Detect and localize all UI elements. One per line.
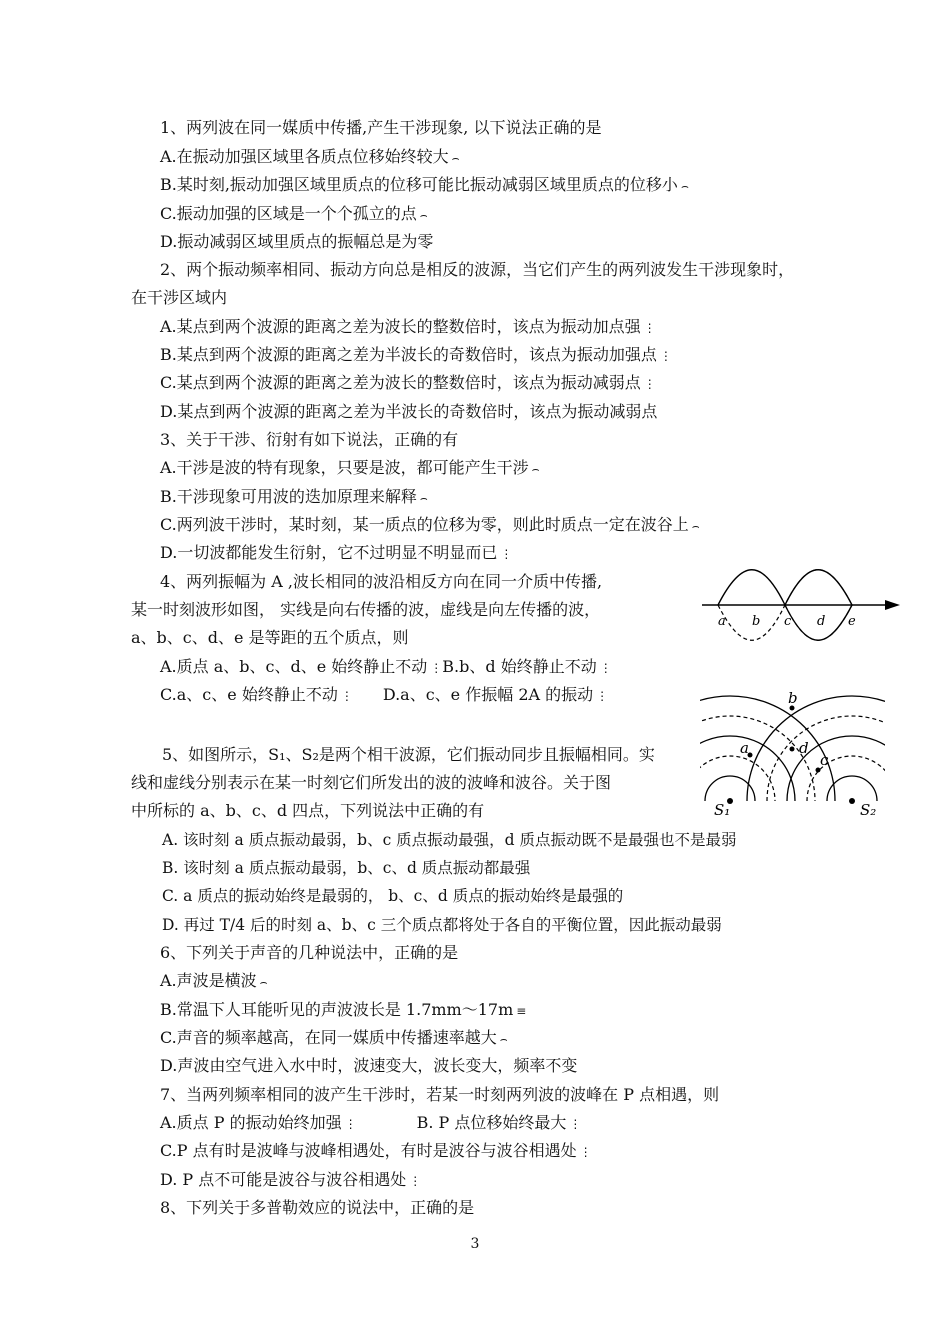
q4-stem: 4、两列振幅为 A ,波长相同的波沿相反方向在同一介质中传播, [160, 572, 603, 591]
q2-option-c: C.某点到两个波源的距离之差为波长的整数倍时，该点为振动减弱点 ⋮ [160, 372, 656, 395]
fig-label-s1: S₁ [714, 801, 731, 818]
eq-mark: ≡ [516, 1004, 527, 1018]
q6-stem: 6、下列关于声音的几种说法中，正确的是 [160, 943, 459, 962]
colon-mark: ⋮ [643, 377, 656, 391]
q1-option-d: D.振动减弱区域里质点的振幅总是为零 [160, 232, 434, 251]
colon-mark: ⋮ [430, 661, 443, 675]
q5-stem-cont: 线和虚线分别表示在某一时刻它们所发出的波的波峰和波谷。关于图 [131, 773, 612, 792]
q6-option-d: D.声波由空气进入水中时，波速变大，波长变大，频率不变 [160, 1056, 578, 1075]
q3-option-b: B.干涉现象可用波的迭加原理来解释 ⌢ [160, 486, 428, 509]
q6-option-b: B.常温下人耳能听见的声波波长是 1.7mm～17m ≡ [160, 999, 526, 1022]
q5-stem: 5、如图所示，S₁、S₂是两个相干波源，它们振动同步且振幅相同。实 [162, 745, 655, 764]
wave-label-c: c [784, 614, 792, 629]
arc-mark: ⌢ [691, 519, 700, 533]
q7-option-c: C.P 点有时是波峰与波峰相遇处，有时是波谷与波谷相遇处 ⋮ [160, 1140, 592, 1163]
q5-option-b: B. 该时刻 a 质点振动最弱，b、c、d 质点振动都最强 [162, 859, 531, 877]
wave-label-d: d [817, 614, 826, 629]
q7-options-ab: A.质点 P 的振动始终加强 ⋮ B. P 点位移始终最大 ⋮ [160, 1112, 581, 1135]
arc-mark: ⌢ [419, 208, 428, 222]
q7-stem: 7、当两列频率相同的波产生干涉时，若某一时刻两列波的波峰在 P 点相遇，则 [160, 1085, 720, 1104]
arc-mark: ⌢ [419, 491, 428, 505]
arc-mark: ⌢ [451, 151, 460, 165]
q2-option-b: B.某点到两个波源的距离之差为半波长的奇数倍时，该点为振动加强点 ⋮ [160, 344, 672, 367]
fig-label-s2: S₂ [860, 801, 877, 818]
q8-stem: 8、下列关于多普勒效应的说法中，正确的是 [160, 1198, 475, 1217]
colon-mark: ⋮ [659, 349, 672, 363]
colon-mark: ⋮ [596, 689, 609, 703]
wave-label-a: a [718, 614, 726, 629]
colon-mark: ⋮ [409, 1174, 422, 1188]
wave-label-e: e [848, 614, 856, 629]
q4-options-ab: A.质点 a、b、c、d、e 始终静止不动 ⋮B.b、d 始终静止不动 ⋮ [160, 656, 612, 679]
wave-figure [700, 562, 905, 652]
q2-option-a: A.某点到两个波源的距离之差为波长的整数倍时，该点为振动加点强 ⋮ [160, 316, 656, 339]
q3-stem: 3、关于干涉、衍射有如下说法，正确的有 [160, 430, 459, 449]
q4-stem-cont: 某一时刻波形如图， 实线是向右传播的波，虚线是向左传播的波， [131, 600, 601, 619]
arc-mark: ⌢ [680, 179, 689, 193]
wave-label-b: b [752, 614, 761, 629]
fig-label-d: d [799, 739, 809, 757]
q1-option-a: A.在振动加强区域里各质点位移始终较大 ⌢ [160, 146, 460, 169]
colon-mark: ⋮ [344, 1117, 357, 1131]
q7-option-d: D. P 点不可能是波谷与波谷相遇处 ⋮ [160, 1169, 421, 1192]
colon-mark: ⋮ [579, 1145, 592, 1159]
q6-option-a: A.声波是横波 ⌢ [160, 970, 268, 993]
colon-mark: ⋮ [340, 689, 353, 703]
colon-mark: ⋮ [569, 1117, 582, 1131]
q5-stem-cont2: 中所标的 a、b、c、d 四点，下列说法中正确的有 [131, 801, 485, 820]
fig-label-a: a [740, 739, 749, 757]
q3-option-a: A.干涉是波的特有现象，只要是波，都可能产生干涉 ⌢ [160, 457, 540, 480]
q2-stem: 2、两个振动频率相同、振动方向总是相反的波源，当它们产生的两列波发生干涉现象时， [160, 260, 795, 279]
q4-stem-cont2: a、b、c、d、e 是等距的五个质点，则 [131, 628, 409, 647]
fig-label-c: c [820, 751, 829, 769]
q5-option-c: C. a 质点的振动始终是最弱的， b、c、d 质点的振动始终是最强的 [162, 887, 624, 905]
page-number: 3 [470, 1236, 480, 1252]
fig-label-b: b [788, 689, 798, 707]
arc-mark: ⌢ [531, 462, 540, 476]
q3-option-c: C.两列波干涉时，某时刻，某一质点的位移为零，则此时质点一定在波谷上 ⌢ [160, 514, 700, 537]
q4-options-cd: C.a、c、e 始终静止不动 ⋮ D.a、c、e 作振幅 2A 的振动 ⋮ [160, 684, 608, 707]
q6-option-c: C.声音的频率越高，在同一媒质中传播速率越大 ⌢ [160, 1027, 508, 1050]
q1-option-b: B.某时刻,振动加强区域里质点的位移可能比振动减弱区域里质点的位移小 ⌢ [160, 174, 689, 197]
q2-option-d: D.某点到两个波源的距离之差为半波长的奇数倍时，该点为振动减弱点 [160, 402, 658, 421]
q3-option-d: D.一切波都能发生衍射，它不过明显不明显而已 ⋮ [160, 542, 512, 565]
q1-stem: 1、两列波在同一媒质中传播,产生干涉现象, 以下说法正确的是 [160, 118, 602, 137]
q1-option-c: C.振动加强的区域是一个个孤立的点 ⌢ [160, 203, 428, 226]
arc-mark: ⌢ [499, 1032, 508, 1046]
colon-mark: ⋮ [599, 661, 612, 675]
q5-option-a: A. 该时刻 a 质点振动最弱，b、c 质点振动最强，d 质点振动既不是最强也不是最弱 [162, 831, 737, 849]
arc-mark: ⌢ [259, 975, 268, 989]
interference-figure [700, 683, 885, 818]
q2-stem-cont: 在干涉区域内 [131, 288, 228, 307]
q5-option-d: D. 再过 T/4 后的时刻 a、b、c 三个质点都将处于各自的平衡位置，因此振动最弱 [162, 916, 722, 934]
colon-mark: ⋮ [643, 321, 656, 335]
colon-mark: ⋮ [500, 547, 513, 561]
